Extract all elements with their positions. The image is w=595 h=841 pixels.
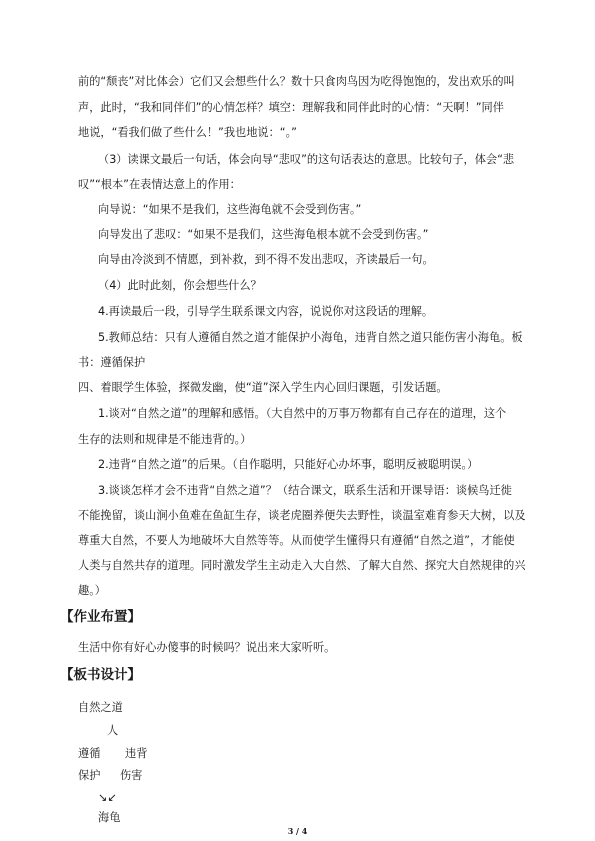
board-turtle: 海龟 bbox=[98, 811, 121, 824]
board-harm: 伤害 bbox=[120, 769, 143, 782]
body-line: 3.谈谈怎样才会不违背“自然之道”？（结合课文，联系生活和开课导语：谈候鸟迁徙 bbox=[98, 484, 512, 497]
body-line: 向导发出了悲叹：“如果不是我们，这些海龟根本就不会受到伤害。” bbox=[98, 228, 429, 241]
body-line: 地说，“看我们做了些什么！”我也地说：“。” bbox=[78, 126, 297, 139]
body-line: 前的“颓丧”对比体会）它们又会想些什么？数十只食肉鸟因为吃得饱饱的，发出欢乐的叫 bbox=[78, 75, 515, 88]
body-line: 叹”“根本”在表情达意上的作用： bbox=[78, 178, 241, 191]
board-person: 人 bbox=[107, 724, 119, 737]
body-line: 声，此时，“我和同伴们”的心情怎样？填空：理解我和同伴此时的心情：“天啊！”同伴 bbox=[78, 101, 504, 114]
body-line: 尊重大自然，不要人为地破坏大自然等等。从而使学生懂得只有遵循“自然之道”，才能使 bbox=[78, 534, 515, 547]
body-line: 生存的法则和规律是不能违背的。） bbox=[78, 433, 252, 446]
body-line: 1.谈对“自然之道”的理解和感悟。（大自然中的万事万物都有自己存在的道理，这个 bbox=[98, 407, 507, 420]
board-arrows-icon: ↘↙ bbox=[98, 791, 117, 804]
board-title: 自然之道 bbox=[78, 701, 123, 714]
body-line: （3）读课文最后一句话，体会向导“悲叹”的这句话表达的意思。比较句子，体会“悲 bbox=[98, 153, 515, 166]
body-line: 趣。） bbox=[78, 584, 106, 597]
body-line: 书：遵循保护 bbox=[78, 356, 146, 369]
body-line: （4）此时此刻，你会想些什么？ bbox=[98, 279, 262, 292]
body-line: 4.再读最后一段，引导学生联系课文内容，说说你对这段话的理解。 bbox=[98, 305, 434, 318]
body-line: 向导由冷淡到不情愿，到补救，到不得不发出悲叹，齐读最后一句。 bbox=[98, 253, 434, 266]
body-line: 四、着眼学生体验，探微发幽，使“道”深入学生内心回归课题，引发话题。 bbox=[78, 381, 448, 394]
body-line: 向导说：“如果不是我们，这些海龟就不会受到伤害。” bbox=[98, 203, 362, 216]
section-heading-homework: 【作业布置】 bbox=[60, 609, 141, 625]
section-heading-board: 【板书设计】 bbox=[60, 667, 141, 683]
board-follow: 遵循 bbox=[78, 747, 101, 760]
body-line: 2.违背“自然之道”的后果。（自作聪明，只能好心办坏事，聪明反被聪明误。） bbox=[98, 458, 479, 471]
body-line: 不能挽留，谈山涧小鱼难在鱼缸生存，谈老虎圈养便失去野性，谈温室难育参天大树，以及 bbox=[78, 509, 526, 522]
body-line: 5.教师总结：只有人遵循自然之道才能保护小海龟，违背自然之道只能伤害小海龟。板 bbox=[98, 331, 523, 344]
board-violate: 违背 bbox=[125, 747, 148, 760]
board-protect: 保护 bbox=[78, 769, 101, 782]
body-line: 人类与自然共存的道理。同时激发学生主动走入大自然、了解大自然、探究大自然规律的兴 bbox=[78, 559, 526, 572]
page-number: 3 / 4 bbox=[287, 826, 308, 836]
homework-text: 生活中你有好心办傻事的时候吗？说出来大家听听。 bbox=[78, 641, 336, 654]
